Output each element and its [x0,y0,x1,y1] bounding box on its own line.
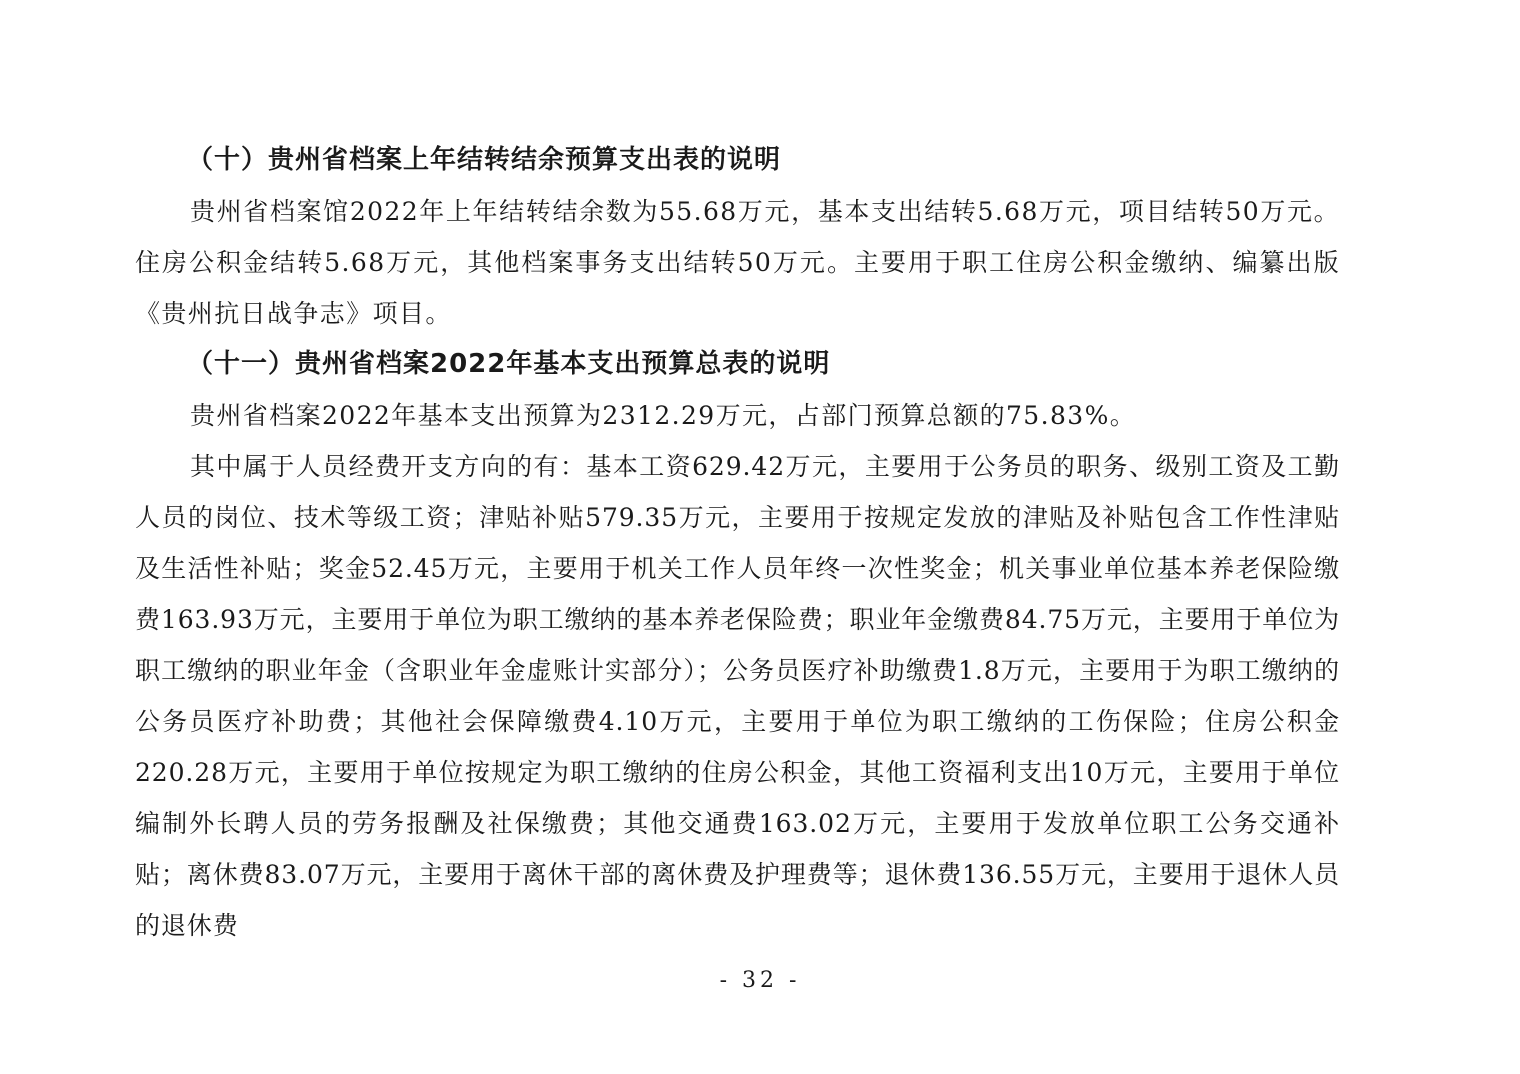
section-heading-10: （十）贵州省档案上年结转结余预算支出表的说明 [187,145,782,175]
paragraph-carryover-summary: 贵州省档案馆2022年上年结转结余数为55.68万元，基本支出结转5.68万元，项目结转50万元。住房公积金结转5.68万元，其他档案事务支出结转50万元。主要用于职工住房公积金缴纳、编纂出版《贵州抗日战争志》项目。 [135,197,1340,328]
section-heading-11: （十一）贵州省档案2022年基本支出预算总表的说明 [187,349,831,379]
paragraph-personnel-expenses: 其中属于人员经费开支方向的有：基本工资629.42万元，主要用于公务员的职务、级别工资及工勤人员的岗位、技术等级工资；津贴补贴579.35万元，主要用于按规定发放的津贴及补贴包含工作性津贴及生活性补贴；奖金52.45万元，主要用于机关工作人员年终一次性奖金；机关事业单位基本养老保险缴费163.93万元，主要用于单位为职工缴纳的基本养老保险费；职业年金缴费84.75万元，主要用于单位为职工缴纳的职业年金（含职业年金虚账计实部分）；公务员医疗补助缴费1.8万元，主要用于为职工缴纳的公务员医疗补助费；其他社会保障缴费4.10万元，主要用于单位为职工缴纳的工伤保险；住房公积金220.28万元，主要用于单位按规定为职工缴纳的住房公积金，其他工资福利支出10万元，主要用于单位编制外长聘人员的劳务报酬及社保缴费；其他交通费163.02万元，主要用于发放单位职工公务交通补贴；离休费83.07万元，主要用于离休干部的离休费及护理费等；退休费136.55万元，主要用于退休人员的退休费 [135,452,1340,940]
page-number: - 32 - [719,968,801,993]
paragraph-basic-budget-total: 贵州省档案2022年基本支出预算为2312.29万元，占部门预算总额的75.83%。 [190,401,1137,430]
page-body [135,135,1340,951]
